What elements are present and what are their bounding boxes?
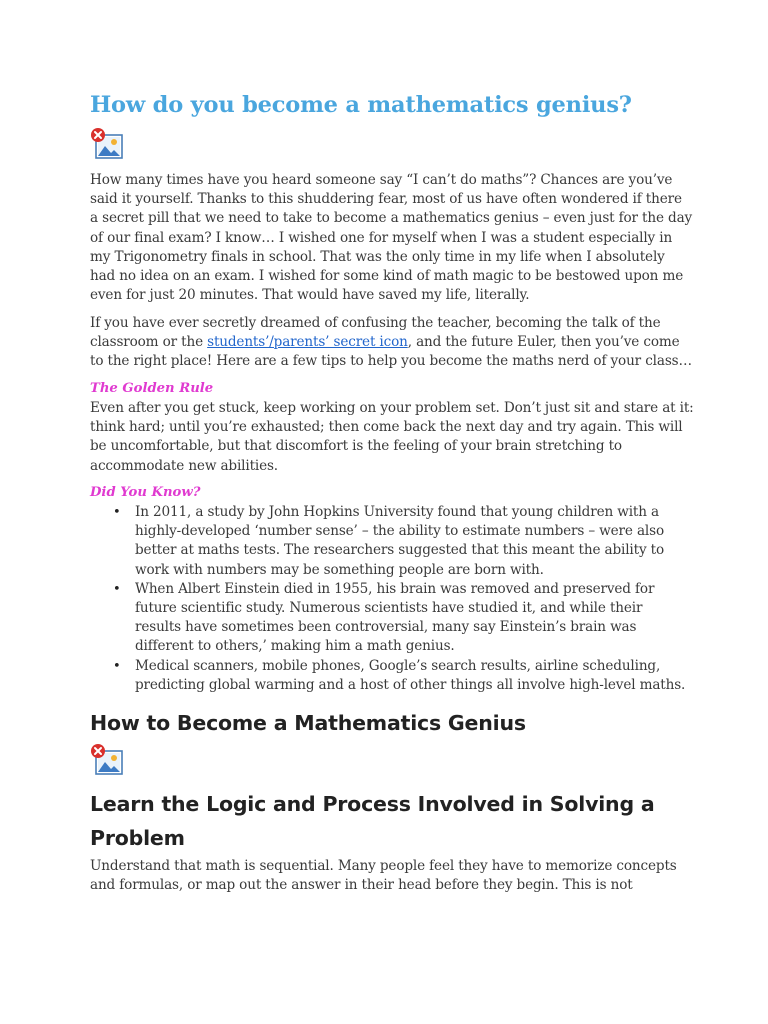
heading-line: Problem [90, 826, 185, 850]
text-line [90, 333, 692, 352]
list-item [90, 657, 685, 695]
text-line: better at maths tests. The researchers suggested that this meant the ability to [135, 542, 664, 559]
text-line: Understand that math is sequential. Many people feel they have to memorize concepts [90, 858, 677, 874]
text-line: highly-developed ‘number sense’ – the ability to estimate numbers – were also [135, 523, 664, 540]
text-line: my Trigonometry finals in school. That was the only time in my life when I absolutely [90, 248, 665, 265]
text-line: to the right place! Here are a few tips to help you become the maths nerd of your class… [90, 353, 692, 370]
text-line: When Albert Einstein died in 1955, his brain was removed and preserved for [135, 580, 655, 597]
text-line: work with numbers may be something people are born with. [135, 561, 544, 578]
secret-icon-link[interactable]: students’/parents’ secret icon [207, 334, 408, 351]
broken-image-icon [90, 127, 124, 161]
text-line: How many times have you heard someone say “I can’t do maths”? Chances are you’ve [90, 172, 673, 188]
bullet-icon: • [113, 658, 121, 674]
text-line: predicting global warming and a host of other things all involve high-level maths. [135, 676, 686, 693]
broken-image-icon [90, 743, 124, 777]
text-line: and formulas, or map out the answer in their head before they begin. This is not [90, 877, 633, 894]
golden-rule-paragraph [90, 399, 694, 476]
text-line: If you have ever secretly dreamed of confusing the teacher, becoming the talk of the [90, 315, 661, 331]
text-line: results have sometimes been controversial, many say Einstein’s brain was [135, 619, 637, 636]
text-line: even for just 20 minutes. That would have saved my life, literally. [90, 287, 530, 304]
text-line: of our final exam? I know… I wished one for myself when I was a student especially in [90, 229, 673, 246]
section-heading [90, 706, 526, 740]
text-line: In 2011, a study by John Hopkins University found that young children with a [135, 504, 659, 520]
text-line: said it yourself. Thanks to this shuddering fear, most of us have often wondered if there [90, 191, 682, 208]
did-you-know-list [90, 503, 685, 695]
text-line: be uncomfortable, but that discomfort is the feeling of your brain stretching to [90, 438, 622, 455]
text-line: accommodate new abilities. [90, 457, 278, 474]
text-line: a secret pill that we need to take to become a mathematics genius – even just for the day [90, 210, 693, 227]
text-segment: , and the future Euler, then you’ve come [407, 334, 680, 351]
second-paragraph [90, 314, 692, 372]
list-item [90, 580, 685, 657]
text-line: think hard; until you’re exhausted; then come back the next day and try again. This will [90, 419, 683, 436]
page-title: How do you become a mathematics genius? [90, 92, 632, 118]
golden-rule-heading: The Golden Rule [90, 381, 214, 396]
subsection-heading [90, 787, 655, 855]
text-line: future scientific study. Numerous scientists have studied it, and while their [135, 600, 643, 617]
bullet-icon: • [113, 505, 121, 520]
intro-paragraph [90, 171, 692, 305]
text-line: had no idea on an exam. I wished for some kind of math magic to be bestowed upon me [90, 268, 684, 285]
text-segment: classroom or the [90, 334, 208, 351]
text-line: different to others,’ making him a math genius. [135, 638, 455, 655]
text-line: Even after you get stuck, keep working on your problem set. Don’t just sit and stare at it: [90, 400, 694, 416]
bullet-icon: • [113, 581, 121, 597]
heading-line: How to Become a Mathematics Genius [90, 711, 526, 735]
did-you-know-heading: Did You Know? [90, 485, 201, 500]
heading-line: Learn the Logic and Process Involved in Solving a [90, 792, 655, 816]
text-line: Medical scanners, mobile phones, Google’s search results, airline scheduling, [135, 657, 661, 674]
subsection-paragraph [90, 857, 677, 895]
list-item [90, 503, 685, 580]
